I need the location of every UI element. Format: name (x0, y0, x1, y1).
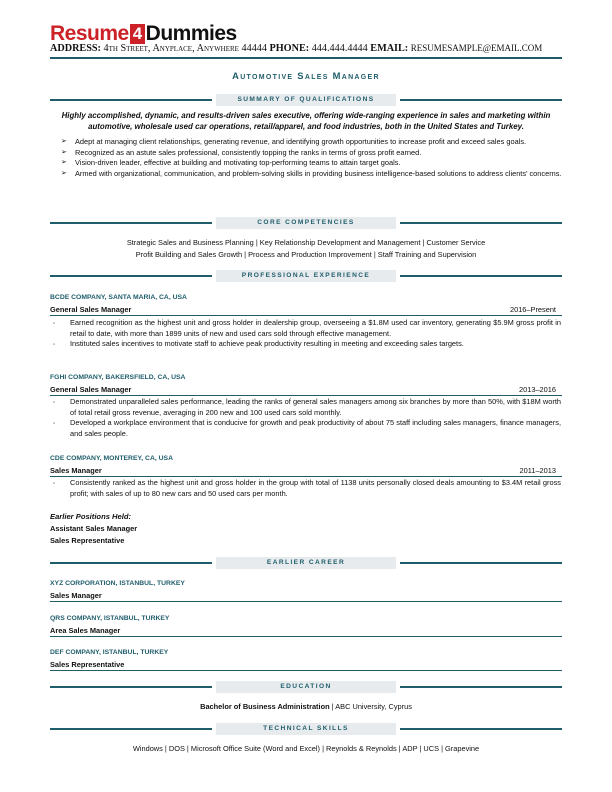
section-header-technical (50, 723, 562, 735)
job-role: General Sales Manager 2013–2016 (50, 385, 556, 394)
list-item: ➢ Armed with organizational, communication, and problem-solving skills in providing business intelligence-based solutions to address clients’ concerns. (61, 168, 562, 178)
earlier-positions-heading: Earlier Positions Held: (50, 512, 132, 521)
arrow-bullet-icon: ➢ (61, 159, 67, 166)
job-role: Area Sales Manager (50, 626, 121, 635)
square-bullet-icon: ▫ (53, 481, 56, 487)
summary-text: Highly accomplished, dynamic, and results-driven sales executive, offering wide-ranging experience in sales and marketing within automotive, wholesale used car operations, retail/apparel, and food industries, both in the United States and Turkey. (61, 111, 551, 131)
role-underline (50, 395, 562, 396)
section-header-competencies (50, 217, 562, 229)
list-item: ▫ Developed a workplace environment that is conducive for growth and peak productivity of about 75 staff including sales managers, finance managers, and sales people. (53, 418, 561, 438)
role-underline (50, 636, 562, 637)
role-underline (50, 315, 562, 316)
logo-text-resume: Resume (50, 22, 129, 45)
company-name: XYZ CORPORATION, ISTANBUL, TURKEY (50, 580, 185, 587)
job-role: Sales Representative (50, 660, 125, 669)
section-label-education: EDUCATION (216, 681, 396, 693)
square-bullet-icon: ▫ (53, 421, 56, 427)
job-bullets (50, 478, 561, 499)
competencies-line-1: Strategic Sales and Business Planning | Key Relationship Development and Management | Customer Service (126, 238, 486, 247)
section-label-competencies: CORE COMPETENCIES (216, 217, 396, 229)
job-dates: 2013–2016 (519, 385, 556, 394)
section-header-summary (50, 94, 562, 106)
job-dates: 2016–Present (509, 305, 556, 314)
list-item: ➢ Adept at managing client relationships, generating revenue, and identifying growth opportunities to increase profit and exceed sales goals. (61, 137, 527, 146)
address-label: ADDRESS: (50, 43, 101, 54)
job-title: Automotive Sales Manager (232, 70, 380, 81)
square-bullet-icon: ▫ (53, 400, 56, 406)
job-bullets (50, 397, 561, 439)
square-bullet-icon: ▫ (53, 342, 56, 348)
job-role: General Sales Manager 2016–Present (50, 305, 556, 314)
logo-badge-4: 4 (130, 24, 145, 44)
list-item: ▫ Earned recognition as the highest unit and gross holder in dealership group, overseeing a $1.8M used car inventory, generating $5.9M gross profit in retail to date, with more than 1899 units of new and used cars sold through effective management. (53, 318, 561, 338)
role-underline (50, 670, 562, 671)
job-role: Sales Manager (50, 591, 102, 600)
job-bullets (50, 318, 561, 350)
earlier-position: Assistant Sales Manager (50, 524, 138, 533)
arrow-bullet-icon: ➢ (61, 169, 67, 177)
section-header-education (50, 681, 562, 693)
list-item: ▫ Demonstrated unparalleled sales performance, leading the ranks of general sales managers among six branches by more than 50%, with $18M worth of total retail gross revenue, averaging in 200 new and 100 used cars sold monthly. (53, 397, 561, 417)
header-divider (50, 57, 562, 59)
role-underline (50, 476, 562, 477)
section-header-earlier-career (50, 557, 562, 569)
email-value[interactable]: RESUMESAMPLE@EMAIL.COM (410, 43, 543, 53)
section-label-experience: PROFESSIONAL EXPERIENCE (216, 270, 396, 282)
role-underline (50, 601, 562, 602)
section-label-technical: TECHNICAL SKILLS (216, 723, 396, 735)
school: | ABC University, Cyprus (329, 702, 412, 711)
arrow-bullet-icon: ➢ (61, 148, 67, 156)
section-header-experience (50, 270, 562, 282)
list-item: ➢ Recognized as an astute sales professional, consistently topping the ranks in terms of gross profit earned. (61, 147, 422, 157)
phone-label: PHONE: (269, 43, 310, 54)
job-dates: 2011–2013 (519, 466, 556, 475)
phone-value: 444.444.4444 (311, 43, 368, 54)
address-value: 4th Street, Anyplace, Anywhere 44444 (103, 43, 267, 54)
logo-text-dummies: Dummies (145, 22, 237, 45)
company-name: DEF COMPANY, ISTANBUL, TURKEY (50, 649, 169, 656)
list-item: ▫ Consistently ranked as the highest unit and gross holder in the group with total of 1138 units personally closed deals amounting to $3.4M retail gross profit; with sales of up to 80 new cars and 50 used cars per month. (53, 478, 561, 498)
section-label-summary: SUMMARY OF QUALIFICATIONS (216, 94, 396, 106)
list-item: ▫ Instituted sales incentives to motivate staff to achieve peak productivity resulting in meeting and exceeding sales targets. (50, 339, 561, 350)
education-entry (0, 702, 612, 711)
degree: Bachelor of Business Administration (200, 702, 330, 711)
email-label: EMAIL: (370, 43, 409, 54)
arrow-bullet-icon: ➢ (61, 138, 67, 145)
square-bullet-icon: ▫ (53, 321, 56, 327)
competencies-line-2: Profit Building and Sales Growth | Process and Production Improvement | Staff Training and Supervision (135, 250, 477, 259)
contact-line (50, 43, 570, 54)
company-name: QRS COMPANY, ISTANBUL, TURKEY (50, 615, 170, 622)
section-label-earlier-career: EARLIER CAREER (216, 557, 396, 569)
list-item: ➢ Vision-driven leader, effective at building and motivating top-performing teams to attain target goals. (61, 158, 401, 167)
qualifications-list (50, 137, 562, 179)
technical-skills-line: Windows | DOS | Microsoft Office Suite (Word and Excel) | Reynolds & Reynolds | ADP | UCS | Grapevine (132, 744, 480, 753)
job-role: Sales Manager 2011–2013 (50, 466, 556, 475)
company-name: BCDE COMPANY, SANTA MARIA, CA, USA (50, 294, 187, 301)
company-name: FGHI COMPANY, BAKERSFIELD, CA, USA (50, 374, 186, 381)
company-name: CDE COMPANY, MONTEREY, CA, USA (50, 455, 173, 462)
earlier-position: Sales Representative (50, 536, 125, 545)
